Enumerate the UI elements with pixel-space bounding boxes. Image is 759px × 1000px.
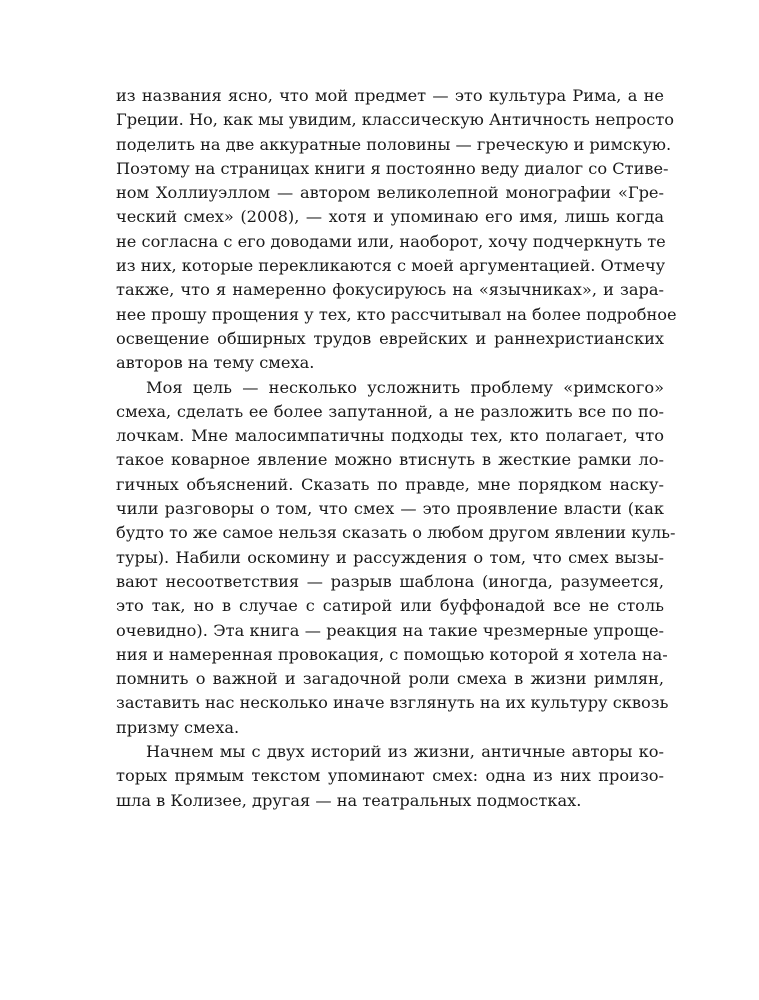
text-line: ном Холлиуэллом — автором великолепной монографии «Гре-	[116, 183, 664, 203]
text-line: лочкам. Мне малосимпатичны подходы тех, кто полагает, что	[116, 426, 664, 446]
text-line: авторов на тему смеха.	[116, 353, 315, 373]
paragraph	[116, 84, 677, 376]
text-line: Моя цель — несколько усложнить проблему «римского»	[146, 377, 664, 397]
text-line: очевидно). Эта книга — реакция на такие чрезмерные упроще-	[116, 620, 664, 640]
text-line: Поэтому на страницах книги я постоянно веду диалог со Стиве-	[116, 158, 669, 178]
text-line: из названия ясно, что мой предмет — это культура Рима, а не	[116, 86, 664, 105]
text-line: вают несоответствия — разрыв шаблона (иногда, разумеется,	[116, 571, 664, 591]
text-line: Греции. Но, как мы увидим, классическую Античность непросто	[116, 110, 675, 130]
paragraph	[116, 740, 664, 813]
text-line: из них, которые перекликаются с моей аргументацией. Отмечу	[116, 256, 666, 276]
text-line: ния и намеренная провокация, с помощью которой я хотела на-	[116, 644, 668, 664]
text-line: шла в Колизее, другая — на театральных подмостках.	[116, 790, 582, 810]
text-line: это так, но в случае с сатирой или буффонадой все не столь	[116, 596, 664, 616]
text-line: помнить о важной и загадочной роли смеха в жизни римлян,	[116, 669, 664, 689]
text-line: туры). Набили оскомину и рассуждения о том, что смех вызы-	[116, 547, 664, 567]
text-line: освещение обширных трудов еврейских и раннехристианских	[116, 328, 664, 348]
text-line: также, что я намеренно фокусируюсь на «язычниках», и зара-	[116, 280, 664, 300]
text-line: не согласна с его доводами или, наоборот, хочу подчеркнуть те	[116, 231, 666, 251]
text-line: торых прямым текстом упоминают смех: одна из них произо-	[116, 766, 664, 786]
text-line: будто то же самое нельзя сказать о любом другом явлении куль-	[116, 523, 676, 543]
book-page	[116, 84, 677, 813]
text-line: смеха, сделать ее более запутанной, а не разложить все по по-	[116, 401, 664, 421]
text-line: заставить нас несколько иначе взглянуть на их культуру сквозь	[116, 693, 669, 713]
text-line: поделить на две аккуратные половины — греческую и римскую.	[116, 134, 672, 154]
text-line: Начнем мы с двух историй из жизни, античные авторы ко-	[146, 742, 664, 762]
text-line: нее прошу прощения у тех, кто рассчитывал на более подробное	[116, 304, 677, 324]
text-line: гичных объяснений. Сказать по правде, мне порядком наску-	[116, 474, 664, 494]
text-line: ческий смех» (2008), — хотя и упоминаю его имя, лишь когда	[116, 207, 664, 227]
text-line: призму смеха.	[116, 717, 240, 737]
paragraph	[116, 376, 676, 740]
text-line: чили разговоры о том, что смех — это проявление власти (как	[116, 499, 664, 519]
text-line: такое коварное явление можно втиснуть в жесткие рамки ло-	[116, 450, 664, 470]
body-text	[116, 84, 677, 813]
